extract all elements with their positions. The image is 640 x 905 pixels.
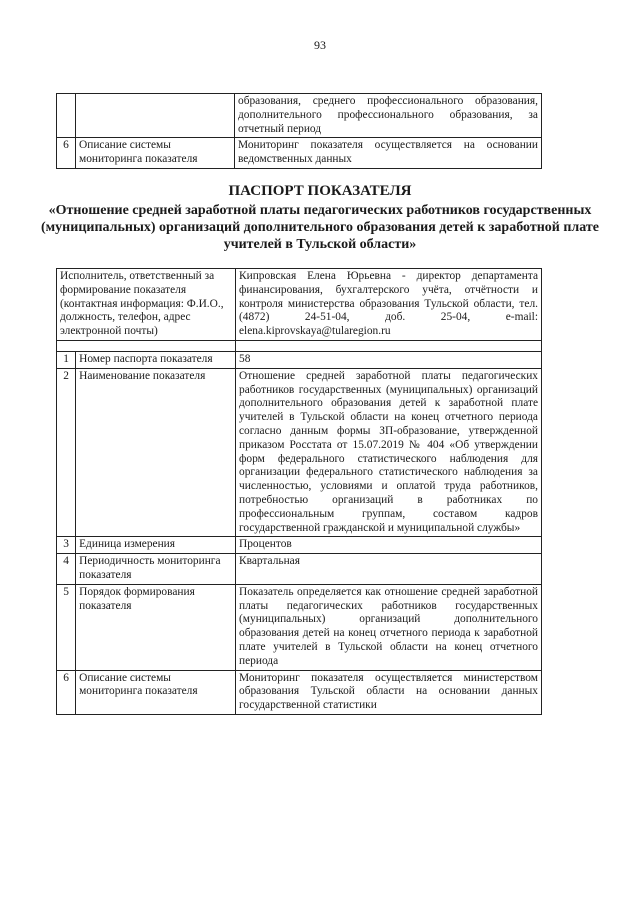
row-value: Показатель определяется как отношение средней заработной платы педагогических работников государственных (муниципальных) организаций дополнительного образования детей на конец отчетного периода к заработной плате учителей в Тульской области на конец отчетного периода <box>236 584 542 670</box>
row-label <box>76 94 235 138</box>
table-row <box>57 351 542 368</box>
row-value: образования, среднего профессионального образования, дополнительного профессионального образования, за отчетный период <box>235 94 542 138</box>
spacer-cell <box>236 340 542 351</box>
row-number: 6 <box>57 138 76 169</box>
row-value: Мониторинг показателя осуществляется на основании ведомственных данных <box>235 138 542 169</box>
passport-subtitle: «Отношение средней заработной платы педагогических работников государственных (муниципальных) организаций дополнительного образования детей к заработной плате учителей в Тульской области» <box>40 203 600 252</box>
row-number: 4 <box>57 554 76 585</box>
row-value: Мониторинг показателя осуществляется министерством образования Тульской области на основании данных государственной статистики <box>236 670 542 714</box>
row-number: 5 <box>57 584 76 670</box>
table-row <box>57 138 542 169</box>
table-row <box>57 368 542 537</box>
row-label: Периодичность мониторинга показателя <box>76 554 236 585</box>
page-number: 93 <box>314 38 326 52</box>
top-table <box>56 93 542 169</box>
contact-row <box>57 269 542 341</box>
row-label: Номер паспорта показателя <box>76 351 236 368</box>
row-value: 58 <box>236 351 542 368</box>
row-label: Единица измерения <box>76 537 236 554</box>
row-number: 2 <box>57 368 76 537</box>
row-label: Наименование показателя <box>76 368 236 537</box>
contact-label: Исполнитель, ответственный за формирование показателя (контактная информация: Ф.И.О., должность, телефон, адрес электронной почты) <box>57 269 236 341</box>
row-number <box>57 94 76 138</box>
table-row <box>57 670 542 714</box>
row-value: Квартальная <box>236 554 542 585</box>
row-number: 1 <box>57 351 76 368</box>
row-number: 3 <box>57 537 76 554</box>
row-label: Описание системы мониторинга показателя <box>76 670 236 714</box>
row-number: 6 <box>57 670 76 714</box>
passport-title: ПАСПОРТ ПОКАЗАТЕЛЯ <box>228 183 412 199</box>
row-label: Порядок формирования показателя <box>76 584 236 670</box>
spacer-row <box>57 340 542 351</box>
row-value: Отношение средней заработной платы педагогических работников государственных (муниципальных) организаций дополнительного образования детей к заработной плате учителей в Тульской области на конец отчетного периода согласно данным формы ЗП-образование, утвержденной приказом Росстата от 15.07.2019 № 404 «Об утверждении форм федерального статистического наблюдения для организации федерального статистического наблюдения за численностью, условиями и оплатой труда работников, потребностью организаций в работниках по профессиональным группам, составом кадров государственной гражданской и муниципальной службы» <box>236 368 542 537</box>
spacer-cell <box>57 340 236 351</box>
table-row <box>57 584 542 670</box>
passport-table <box>56 268 542 715</box>
table-row <box>57 94 542 138</box>
contact-value: Кипровская Елена Юрьевна - директор департамента финансирования, бухгалтерского учёта, отчётности и контроля министерства образования Тульской области, тел. (4872) 24-51-04, доб. 25-04, e-mail: elena.kiprovskaya@tularegion.ru <box>236 269 542 341</box>
table-row <box>57 554 542 585</box>
row-value: Процентов <box>236 537 542 554</box>
table-row <box>57 537 542 554</box>
row-label: Описание системы мониторинга показателя <box>76 138 235 169</box>
